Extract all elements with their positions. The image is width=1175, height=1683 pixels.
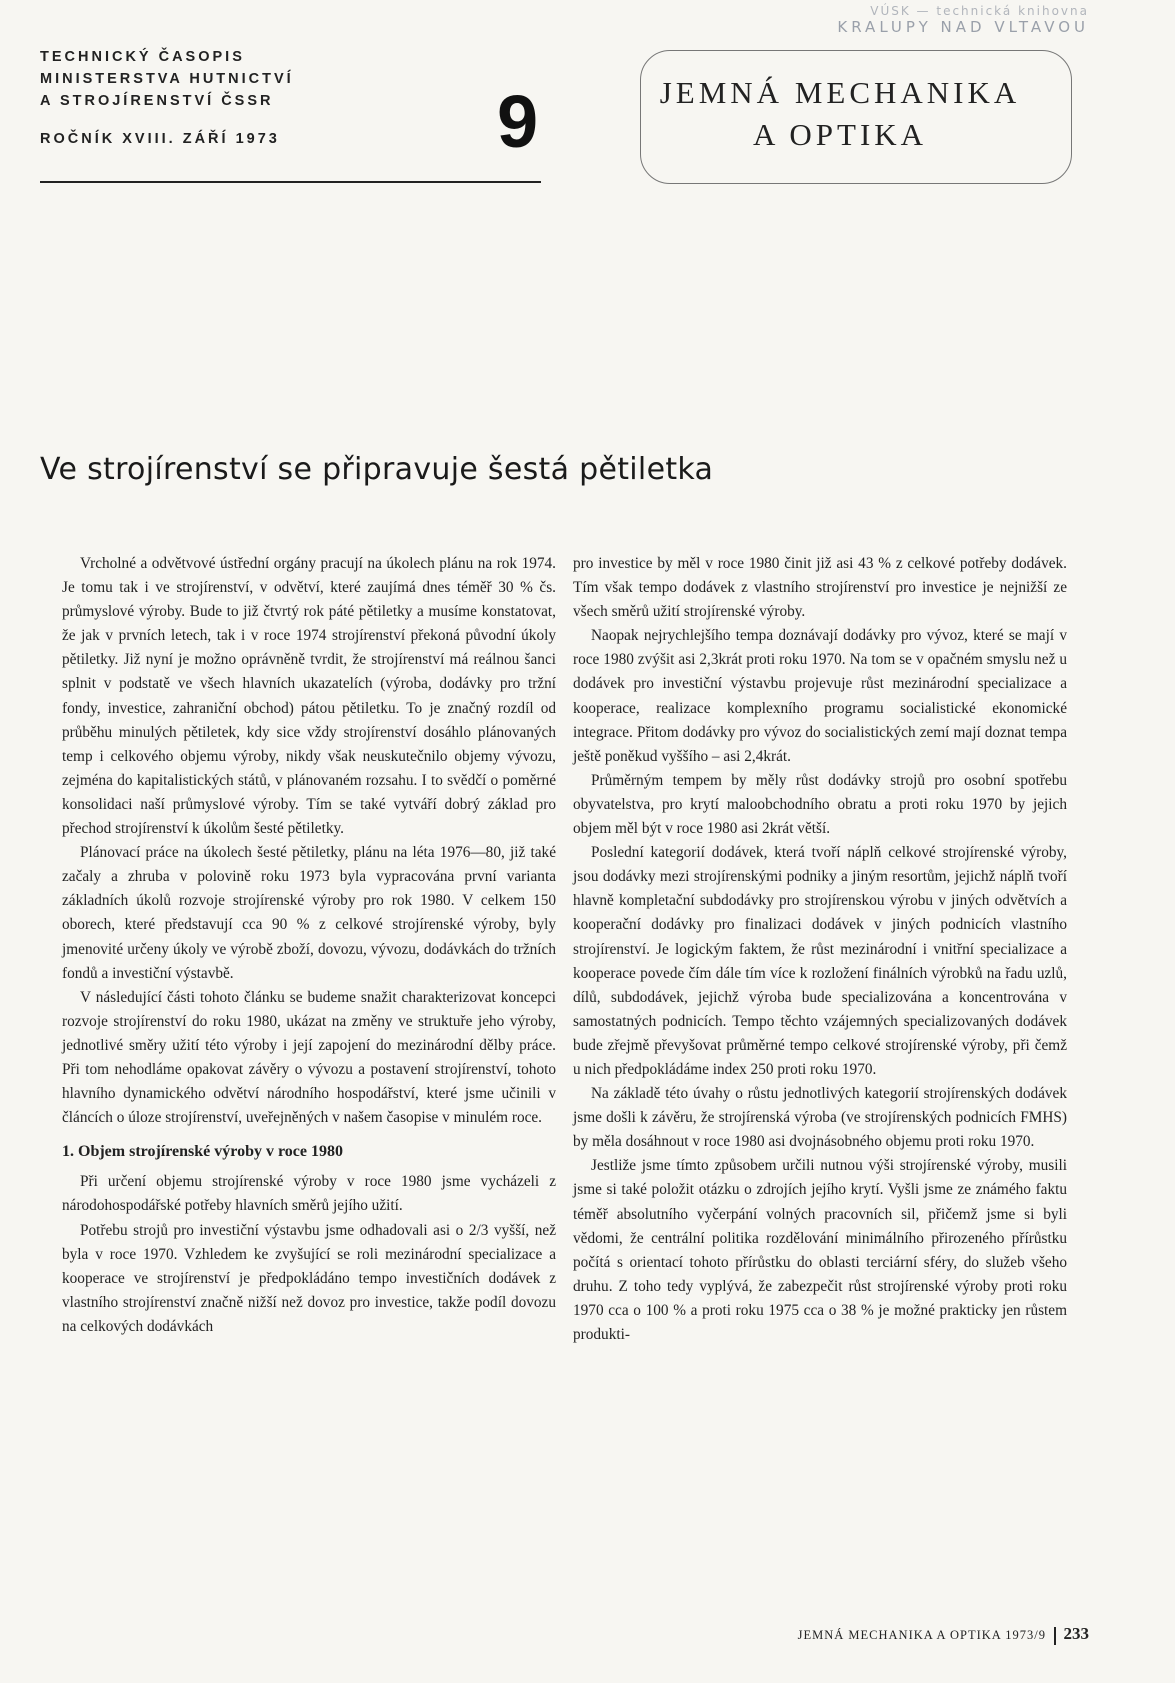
paragraph: Při určení objemu strojírenské výroby v roce 1980 jsme vycházeli z národohospodářské potřeby hlavních směrů jejího užití. xyxy=(62,1173,556,1215)
paragraph: Poslední kategorií dodávek, která tvoří náplň celkové strojírenské výroby, jsou dodávky mezi strojírenskými podniky a jiným resortům, jejichž náplň tvoří hlavně kompletační subdodávky pro strojírenskou výrobu v jiných odvětvích a kooperační dodávky pro finalizaci dodávek v jiných podnicích vlastního strojírenství. Je logickým faktem, že růst mezinárodní i vnitřní specializace a kooperace povede čím dále tím více k rozložení finálních výrobků na řadu uzlů, dílů, subdodávek, jejichž výroba bude specializována a koncentrována v samostatných podnicích. Tempo těchto vzájemných specializovaných dodávek bude zřejmě převyšovat průměrné tempo celkové strojírenské výroby, při čemž u nich předpokládáme index 250 proti roku 1970. xyxy=(573,844,1067,1078)
masthead xyxy=(40,46,540,150)
footer-journal: JEMNÁ MECHANIKA A OPTIKA 1973/9 xyxy=(797,1628,1046,1642)
footer-separator xyxy=(1054,1627,1056,1645)
page-footer xyxy=(798,1624,1089,1645)
issue-line: ROČNÍK XVIII. ZÁŘÍ 1973 xyxy=(40,131,280,147)
paragraph: Vrcholné a odvětvové ústřední orgány pracují na úkolech plánu na rok 1974. Je tomu tak i ve strojírenství, v odvětví, které zaujímá dnes téměř 30 % čs. průmyslové výroby. Bude to již čtvrtý rok páté pětiletky a musíme konstatovat, že jak v prvních letech, tak i v roce 1974 strojírenství překoná původní úkoly pětiletky. Již nyní je možno oprávněně tvrdit, že strojírenství má reálnou šanci splnit v podstatě ve všech hlavních ukazatelích (výroba, dodávky pro tržní fondy, investice, zahraniční obchod) pátou pětiletku. To je značný rozdíl od průběhu minulých pětiletek, kdy sice vždy strojírenství dosáhlo plánovaných temp i celkového objemu výroby, nikdy však neuskutečnilo objemy vývozu, zejména do kapitalistických států, v plánovaném rozsahu. I to svědčí o poměrné konsolidaci naší průmyslové výroby. Tím se také vytváří dobrý základ pro přechod strojírenství k úkolům šesté pětiletky. xyxy=(62,555,556,838)
journal-title-line-1: JEMNÁ MECHANIKA xyxy=(659,75,1021,110)
paragraph: Potřebu strojů pro investiční výstavbu jsme odhadovali asi o 2/3 vyšší, než byla v roce 1970. Vzhledem ke zvyšující se roli mezinárodní specializace a kooperace ve strojírenství je předpokládáno tempo investičních dodávek z vlastního strojírenství značně nižší než dovoz pro investice, takže podíl dovozu na celkových dodávkách xyxy=(62,1221,556,1335)
article-column-left xyxy=(62,552,556,1339)
masthead-line-2: MINISTERSTVA HUTNICTVÍ xyxy=(40,71,294,87)
stamp-line-2: KRALUPY NAD VLTAVOU xyxy=(837,18,1089,36)
journal-title xyxy=(640,72,1040,156)
section-heading: 1. Objem strojírenské výroby v roce 1980 xyxy=(62,1143,344,1161)
issue-number: 9 xyxy=(497,80,539,163)
header-rule xyxy=(40,181,541,183)
article-title: Ve strojírenství se připravuje šestá pětiletka xyxy=(40,452,714,487)
paragraph: Plánovací práce na úkolech šesté pětiletky, plánu na léta 1976—80, již také začaly a zhruba v polovině roku 1973 byla vypracována první varianta základních úkolů rozvoje strojírenské výroby pro rok 1980. V celkem 150 oborech, které představují cca 90 % z celkové strojírenské výroby, byly jmenovité určeny úkoly ve výrobě zboží, dovozu, vývozu, dodávkách do tržních fondů a investiční výstavbě. xyxy=(62,844,556,982)
paragraph: Jestliže jsme tímto způsobem určili nutnou výši strojírenské výroby, musili jsme si také položit otázku o zdrojích jejího krytí. Vyšli jsme ze známého faktu téměř absolutního vyčerpání volných pracovních sil, přičemž jsme si byli vědomi, že centrální politika rozdělování minimálního přirozeného přírůstku počítá s orientací tohoto přírůstku do oblasti terciární sféry, do služeb všeho druhu. Z toho tedy vyplývá, že zabezpečit růst strojírenské výroby proti roku 1970 cca o 100 % a proti roku 1975 cca o 38 % je možné prakticky jen růstem produkti- xyxy=(573,1157,1067,1343)
page-number: 233 xyxy=(1063,1624,1089,1643)
library-stamp xyxy=(837,4,1089,36)
paragraph: Naopak nejrychlejšího tempa doznávají dodávky pro vývoz, které se mají v roce 1980 zvýšit asi 2,3krát proti roku 1970. Na tom se v opačném smyslu než u dodávek pro investiční výstavbu projevuje růst mezinárodní specializace a kooperace, realizace komplexního programu socialistické ekonomické integrace. Přitom dodávky pro vývoz do socialistických zemí mají doznat tempa ještě poněkud vyššího – asi 2,4krát. xyxy=(573,627,1067,765)
journal-title-line-2: A OPTIKA xyxy=(752,117,928,152)
article-column-right xyxy=(573,552,1067,1347)
stamp-line-1: VÚSK — technická knihovna xyxy=(870,4,1089,18)
masthead-line-3: A STROJÍRENSTVÍ ČSSR xyxy=(40,93,274,109)
paragraph: Průměrným tempem by měly růst dodávky strojů pro osobní spotřebu obyvatelstva, pro krytí maloobchodního obratu a proti roku 1970 by jejich objem měl být v roce 1980 asi 2krát větší. xyxy=(573,771,1067,838)
paragraph: Na základě této úvahy o růstu jednotlivých kategorií strojírenských dodávek jsme došli k závěru, že strojírenská výroba (ve strojírenských podnicích FMHS) by měla dosáhnout v roce 1980 asi dvojnásobného objemu proti roku 1970. xyxy=(573,1085,1067,1151)
masthead-line-1: TECHNICKÝ ČASOPIS xyxy=(40,49,245,65)
paragraph: V následující části tohoto článku se budeme snažit charakterizovat koncepci rozvoje strojírenství do roku 1980, ukázat na změny ve struktuře jeho výroby, jednotlivé směry užití této výroby i její zapojení do mezinárodní dělby práce. Při tom nehodláme opakovat závěry o vývozu a postavení strojírenství, tohoto hlavního dynamického odvětví národního hospodářství, které jsme učinili v článcích o úloze strojírenství, uveřejněných v našem časopise v minulém roce. xyxy=(62,988,556,1127)
paragraph: pro investice by měl v roce 1980 činit již asi 43 % z celkové potřeby dodávek. Tím však tempo dodávek z vlastního strojírenství pro investice je nejnižší ze všech směrů užití strojírenské výroby. xyxy=(573,555,1067,621)
